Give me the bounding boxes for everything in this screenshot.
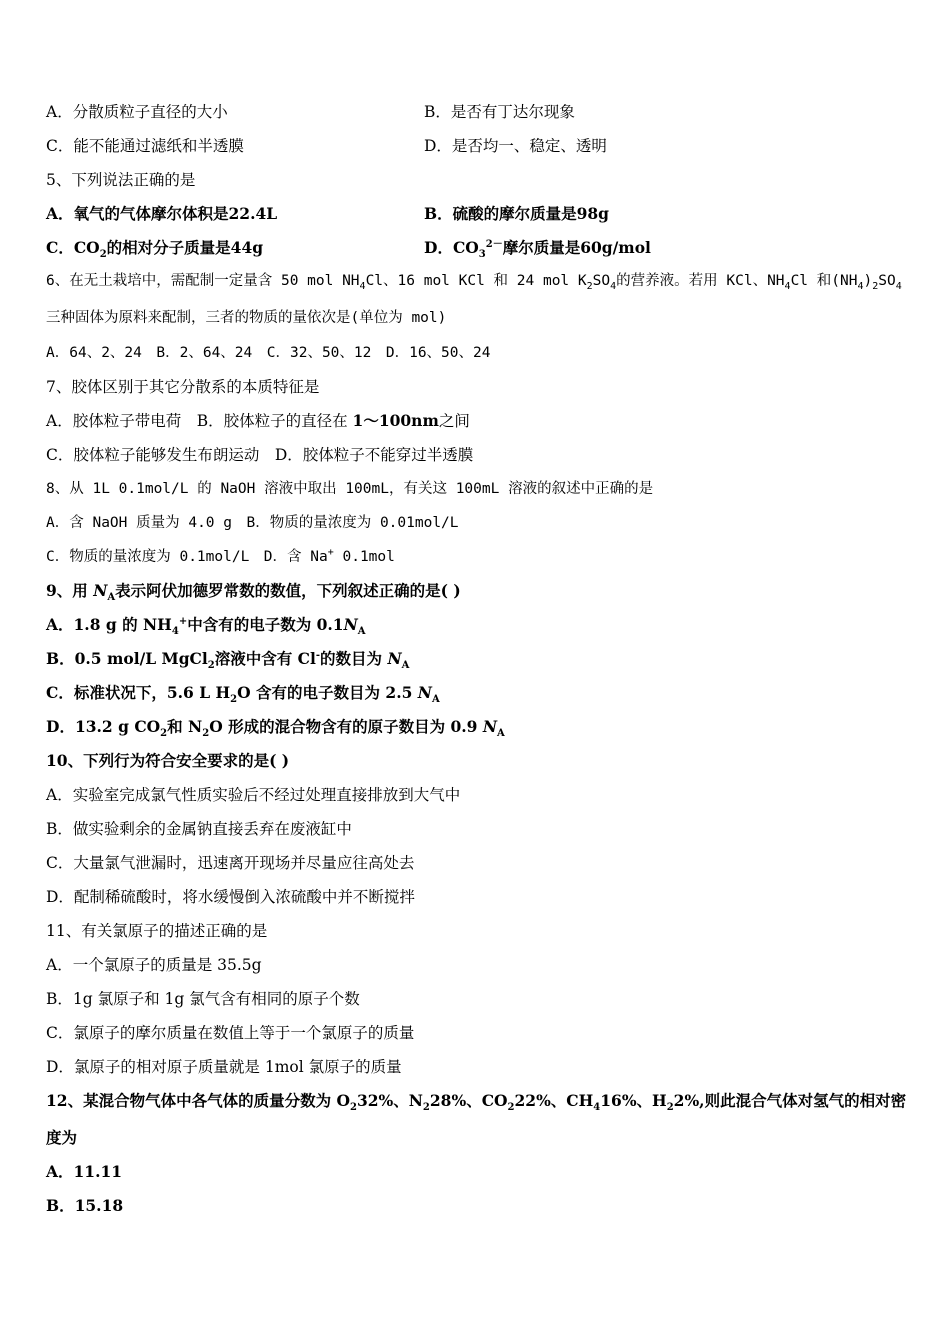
q11-option-a: A．一个氯原子的质量是 35.5g — [46, 956, 262, 974]
q11-stem: 11、有关氯原子的描述正确的是 — [46, 922, 268, 940]
q10-stem: 10、下列行为符合安全要求的是( ) — [46, 751, 290, 770]
q9-stem: 9、用 $N_A$表示阿伏加德罗常数的数值，下列叙述正确的是( ) — [46, 581, 461, 604]
q5-option-a: A．氧气的气体摩尔体积是22.4L — [46, 204, 278, 223]
q6-stem: 6、在无土栽培中，需配制一定量含 50 mol $NH_4Cl$、16 mol KCl 和 24 mol $K_2SO_4$的营养液。若用 KCl、$NH_4Cl$ 和$(NH_4)_2SO_4$三种固体为原料来配制，三者的物质的量依次是(单位为 mol) — [46, 273, 902, 326]
q4-options-row1 — [46, 101, 575, 123]
q10-option-d: D．配制稀硫酸时，将水缓慢倒入浓硫酸中并不断搅拌 — [46, 888, 415, 906]
q12-stem: 12、某混合物气体中各气体的质量分数为 $O_232\%$、$N_228\%$、$CO_222\%$、$CH_416\%$、$H_22\%$,则此混合气体对氢气的相对密度为 — [46, 1091, 907, 1147]
q4-option-a: A．分散质粒子直径的大小 — [46, 103, 228, 121]
q10-option-a: A．实验室完成氯气性质实验后不经过处理直接排放到大气中 — [46, 786, 461, 804]
q8-stem: 8、从 1L 0.1mol/L 的 NaOH 溶液中取出 100mL，有关这 100mL 溶液的叙述中正确的是 — [46, 481, 654, 497]
q9-option-a: A．1.8 g 的 $NH_4^+$中含有的电子数为 $0.1N_A$ — [46, 615, 366, 638]
q9-option-c: C．标准状况下，5.6 L $H_2O$ 含有的电子数目为 2.5 $N_A$ — [46, 683, 440, 706]
q9-option-b: B．0.5 mol/L MgCl$_2$溶液中含有 Cl-的数目为 $N_A$ — [46, 649, 410, 672]
q5-option-c: C．$CO_2$的相对分子质量是44g — [46, 238, 264, 261]
q4-option-d: D．是否均一、稳定、透明 — [424, 137, 607, 155]
q11-option-b: B．1g 氯原子和 1g 氯气含有相同的原子个数 — [46, 990, 360, 1008]
q4-options-row2 — [46, 135, 607, 157]
q12-option-a: A．11.11 — [46, 1162, 123, 1181]
q8-options-ab: A．含 NaOH 质量为 4.0 g B．物质的量浓度为 0.01mol/L — [46, 515, 459, 531]
q8-options-cd: C．物质的量浓度为 0.1mol/L D．含 Na+ 0.1mol — [46, 547, 395, 565]
q5-options-row2 — [46, 237, 651, 261]
q12-option-b: B．15.18 — [46, 1196, 124, 1215]
q9-option-d: D．13.2 g $CO_2$和 $N_2O$ 形成的混合物含有的原子数目为 0.9 $N_A$ — [46, 717, 505, 740]
q4-option-c: C．能不能通过滤纸和半透膜 — [46, 137, 244, 155]
q6-options: A．64、2、24 B．2、64、24 C．32、50、12 D．16、50、24 — [46, 345, 491, 361]
q5-option-b: B．硫酸的摩尔质量是98g — [424, 204, 610, 223]
q7-options-cd: C．胶体粒子能够发生布朗运动 D．胶体粒子不能穿过半透膜 — [46, 446, 474, 464]
q4-option-b: B．是否有丁达尔现象 — [424, 103, 575, 121]
q11-option-c: C．氯原子的摩尔质量在数值上等于一个氯原子的质量 — [46, 1024, 415, 1042]
q11-option-d: D．氯原子的相对原子质量就是 1mol 氯原子的质量 — [46, 1058, 402, 1076]
q5-options-row1 — [46, 203, 610, 225]
q7-options-ab: A．胶体粒子带电荷 B．胶体粒子的直径在 1～100nm之间 — [46, 411, 470, 430]
q5-option-d: D．$CO_3^{2-}$摩尔质量是60g/mol — [424, 238, 651, 261]
q10-option-c: C．大量氯气泄漏时，迅速离开现场并尽量应往高处去 — [46, 854, 415, 872]
q7-stem: 7、胶体区别于其它分散系的本质特征是 — [46, 378, 320, 396]
q5-stem: 5、下列说法正确的是 — [46, 171, 196, 189]
q10-option-b: B．做实验剩余的金属钠直接丢弃在废液缸中 — [46, 820, 352, 838]
